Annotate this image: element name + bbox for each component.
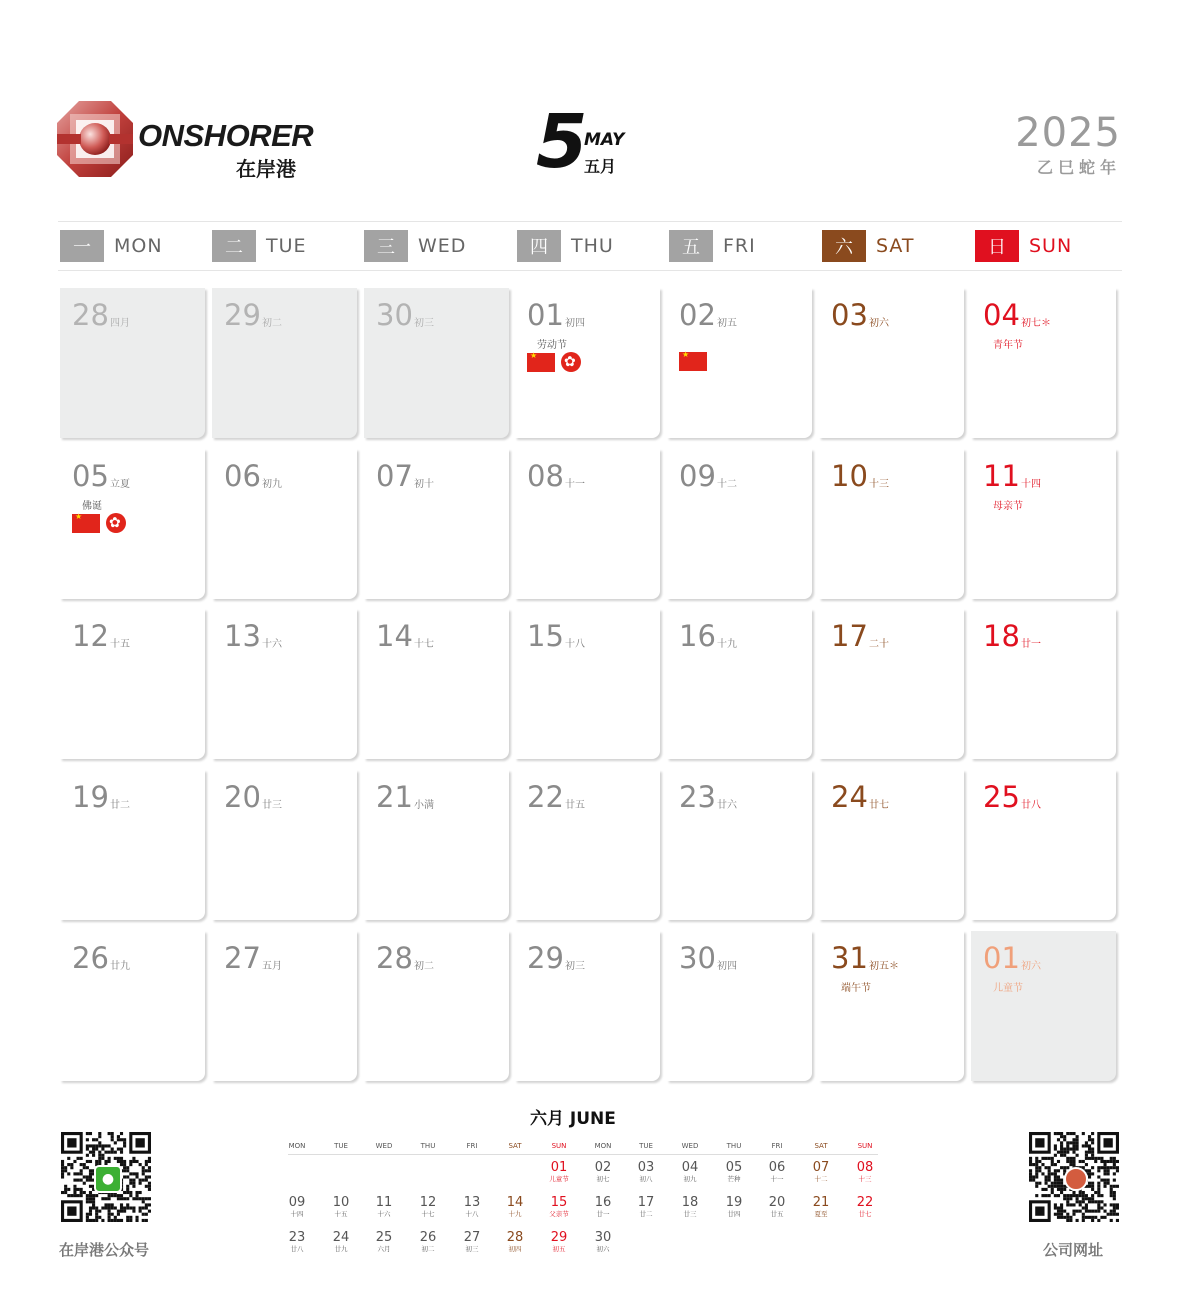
lunar-date: 初三	[565, 961, 585, 972]
holiday-label: 儿童节	[993, 983, 1023, 994]
mini-lunar-date: 芒种	[727, 1175, 741, 1183]
mini-lunar-date: 初四	[508, 1245, 522, 1253]
weekday-en-label: WED	[418, 235, 467, 257]
day-cell[interactable]	[212, 609, 357, 759]
day-number: 30	[376, 298, 413, 332]
mini-day-number: 19	[725, 1195, 743, 1210]
mini-day-number: 27	[463, 1230, 481, 1245]
day-number: 01	[527, 298, 564, 332]
day-cell[interactable]	[971, 931, 1116, 1081]
day-cell[interactable]	[212, 931, 357, 1081]
holiday-flags	[72, 513, 126, 533]
wechat-label: 在岸港公众号	[59, 1241, 150, 1259]
lunar-date: 十六	[262, 639, 282, 650]
hong-kong-flag-icon	[106, 513, 126, 533]
weekday-en-label: TUE	[266, 235, 307, 257]
next-month-rule	[288, 1154, 878, 1155]
day-number: 07	[376, 459, 413, 493]
mini-day	[757, 1195, 797, 1219]
brand-logo-icon	[56, 100, 134, 178]
mini-day	[539, 1160, 579, 1184]
mini-day	[277, 1230, 317, 1254]
mini-day-number: 25	[375, 1230, 393, 1245]
mini-lunar-date: 十二	[814, 1175, 828, 1183]
mini-day-number: 08	[856, 1160, 874, 1175]
logo-icon	[1064, 1167, 1088, 1191]
mini-day	[539, 1195, 579, 1219]
day-cell[interactable]	[364, 609, 509, 759]
day-number: 26	[72, 941, 109, 975]
day-cell[interactable]	[364, 449, 509, 599]
mini-lunar-date: 廿三	[683, 1210, 697, 1218]
day-cell[interactable]	[515, 609, 660, 759]
mini-day-number: 05	[725, 1160, 743, 1175]
day-number: 12	[72, 619, 109, 653]
mini-day	[670, 1160, 710, 1184]
day-number: 28	[72, 298, 109, 332]
mini-day-number: 10	[332, 1195, 350, 1210]
day-number: 30	[679, 941, 716, 975]
lunar-date: 十一	[565, 479, 585, 490]
mini-day	[408, 1195, 448, 1219]
mini-lunar-date: 廿五	[770, 1210, 784, 1218]
mini-weekday-label: SUN	[857, 1142, 873, 1150]
mini-lunar-date: 初六	[596, 1245, 610, 1253]
holiday-label: 端午节	[841, 983, 871, 994]
mini-day-number: 06	[768, 1160, 786, 1175]
day-cell[interactable]	[971, 449, 1116, 599]
day-number: 03	[831, 298, 868, 332]
mini-day	[452, 1195, 492, 1219]
mini-lunar-date: 初九	[683, 1175, 697, 1183]
mini-day-number: 29	[550, 1230, 568, 1245]
mini-day-number: 24	[332, 1230, 350, 1245]
mini-day	[321, 1195, 361, 1219]
mini-lunar-date: 十四	[290, 1210, 304, 1218]
day-cell[interactable]	[60, 609, 205, 759]
day-cell[interactable]	[667, 770, 812, 920]
day-cell[interactable]	[819, 931, 964, 1081]
mini-day	[583, 1230, 623, 1254]
holiday-label: 劳动节	[537, 340, 567, 351]
mini-day-number: 30	[594, 1230, 612, 1245]
day-number: 24	[831, 780, 868, 814]
lunar-date: 初十	[414, 479, 434, 490]
day-cell[interactable]	[364, 770, 509, 920]
day-number: 19	[72, 780, 109, 814]
weekday-cn-label: 六	[822, 230, 866, 262]
lunar-date: 初五	[717, 318, 737, 329]
day-cell[interactable]	[971, 609, 1116, 759]
next-month-title: 六月 JUNE	[530, 1109, 616, 1129]
mini-day-number: 02	[594, 1160, 612, 1175]
mini-lunar-date: 十一	[770, 1175, 784, 1183]
lunar-date: 初二	[262, 318, 282, 329]
lunar-date: 初五＊	[869, 961, 899, 972]
lunar-date: 廿五	[565, 800, 585, 811]
day-cell[interactable]	[819, 288, 964, 438]
china-flag-icon	[72, 514, 100, 533]
lunar-date: 十九	[717, 639, 737, 650]
day-number: 04	[983, 298, 1020, 332]
mini-day-number: 21	[812, 1195, 830, 1210]
mini-day-number: 04	[681, 1160, 699, 1175]
mini-weekday-label: MON	[594, 1142, 612, 1150]
lunar-date: 廿六	[717, 800, 737, 811]
mini-day-number: 17	[637, 1195, 655, 1210]
day-cell[interactable]	[60, 288, 205, 438]
day-cell[interactable]	[212, 288, 357, 438]
hong-kong-flag-icon	[561, 352, 581, 372]
mini-day	[364, 1195, 404, 1219]
day-cell[interactable]	[819, 770, 964, 920]
mini-weekday-label: TUE	[639, 1142, 653, 1150]
weekday-mon	[60, 230, 163, 262]
day-cell[interactable]	[515, 931, 660, 1081]
holiday-label: 青年节	[993, 340, 1023, 351]
lunar-date: 小满	[414, 800, 434, 811]
mini-lunar-date: 十六	[377, 1210, 391, 1218]
lunar-date: 初四	[565, 318, 585, 329]
weekday-en-label: SUN	[1029, 235, 1073, 257]
day-number: 08	[527, 459, 564, 493]
day-number: 25	[983, 780, 1020, 814]
year-cn: 乙巳蛇年	[1036, 158, 1121, 177]
brand-name-cn: 在岸港	[236, 157, 296, 181]
day-cell[interactable]	[364, 931, 509, 1081]
mini-lunar-date: 初八	[639, 1175, 653, 1183]
mini-day	[495, 1195, 535, 1219]
weekday-cn-label: 四	[517, 230, 561, 262]
mini-day	[801, 1160, 841, 1184]
mini-lunar-date: 初三	[465, 1245, 479, 1253]
mini-day-number: 12	[419, 1195, 437, 1210]
mini-lunar-date: 廿七	[858, 1210, 872, 1218]
mini-day	[714, 1160, 754, 1184]
day-cell[interactable]	[60, 770, 205, 920]
day-number: 22	[527, 780, 564, 814]
day-number: 02	[679, 298, 716, 332]
lunar-date: 初九	[262, 479, 282, 490]
mini-day	[583, 1195, 623, 1219]
mini-weekday-label: WED	[375, 1142, 393, 1150]
day-cell[interactable]	[667, 449, 812, 599]
mini-lunar-date: 廿二	[639, 1210, 653, 1218]
mini-day-number: 01	[550, 1160, 568, 1175]
mini-day-number: 13	[463, 1195, 481, 1210]
mini-day-number: 07	[812, 1160, 830, 1175]
mini-day-number: 16	[594, 1195, 612, 1210]
day-cell[interactable]	[212, 770, 357, 920]
mini-day-number: 15	[550, 1195, 568, 1210]
day-cell[interactable]	[819, 449, 964, 599]
day-number: 29	[527, 941, 564, 975]
mini-lunar-date: 十五	[334, 1210, 348, 1218]
mini-lunar-date: 廿九	[334, 1245, 348, 1253]
lunar-date: 廿八	[1021, 800, 1041, 811]
day-number: 28	[376, 941, 413, 975]
day-cell[interactable]	[971, 770, 1116, 920]
mini-day	[583, 1160, 623, 1184]
day-number: 13	[224, 619, 261, 653]
mini-day	[539, 1230, 579, 1254]
lunar-date: 初七＊	[1021, 318, 1051, 329]
lunar-date: 廿一	[1021, 639, 1041, 650]
website-label: 公司网址	[1043, 1241, 1104, 1259]
day-number: 17	[831, 619, 868, 653]
day-cell[interactable]	[364, 288, 509, 438]
lunar-date: 十八	[565, 639, 585, 650]
lunar-date: 十四	[1021, 479, 1041, 490]
mini-lunar-date: 儿童节	[549, 1175, 569, 1183]
weekday-sun	[975, 230, 1072, 262]
day-number: 09	[679, 459, 716, 493]
weekday-thu	[517, 230, 614, 262]
lunar-date: 初四	[717, 961, 737, 972]
mini-day	[626, 1160, 666, 1184]
holiday-flags	[679, 352, 707, 371]
mini-lunar-date: 初五	[552, 1245, 566, 1253]
mini-lunar-date: 廿八	[290, 1245, 304, 1253]
month-name-cn: 五月	[584, 157, 617, 176]
mini-lunar-date: 初七	[596, 1175, 610, 1183]
weekday-en-label: MON	[114, 235, 163, 257]
day-number: 18	[983, 619, 1020, 653]
holiday-flags	[527, 352, 581, 372]
weekday-cn-label: 一	[60, 230, 104, 262]
mini-day	[626, 1195, 666, 1219]
day-number: 10	[831, 459, 868, 493]
mini-day	[670, 1195, 710, 1219]
mini-day-number: 09	[288, 1195, 306, 1210]
holiday-label: 母亲节	[993, 501, 1023, 512]
day-cell[interactable]	[515, 288, 660, 438]
weekday-en-label: THU	[571, 235, 614, 257]
day-cell[interactable]	[667, 931, 812, 1081]
day-cell[interactable]	[515, 770, 660, 920]
mini-lunar-date: 廿一	[596, 1210, 610, 1218]
lunar-date: 初六	[869, 318, 889, 329]
mini-lunar-date: 十七	[421, 1210, 435, 1218]
weekday-en-label: SAT	[876, 235, 915, 257]
weekday-cn-label: 日	[975, 230, 1019, 262]
mini-weekday-label: FRI	[466, 1142, 478, 1150]
lunar-date: 立夏	[110, 479, 130, 490]
mini-lunar-date: 十九	[508, 1210, 522, 1218]
lunar-date: 廿九	[110, 961, 130, 972]
month-number: 5	[536, 99, 588, 185]
day-number: 14	[376, 619, 413, 653]
day-number: 15	[527, 619, 564, 653]
day-number: 27	[224, 941, 261, 975]
lunar-date: 廿二	[110, 800, 130, 811]
mini-day	[495, 1230, 535, 1254]
day-cell[interactable]	[60, 931, 205, 1081]
mini-weekday-label: FRI	[771, 1142, 783, 1150]
day-number: 31	[831, 941, 868, 975]
mini-weekday-label: MON	[288, 1142, 306, 1150]
lunar-date: 廿七	[869, 800, 889, 811]
day-cell[interactable]	[819, 609, 964, 759]
day-number: 20	[224, 780, 261, 814]
weekday-cn-label: 二	[212, 230, 256, 262]
mini-lunar-date: 十八	[465, 1210, 479, 1218]
day-number: 16	[679, 619, 716, 653]
weekday-wed	[364, 230, 466, 262]
day-cell[interactable]	[667, 609, 812, 759]
lunar-date: 二十	[869, 639, 889, 650]
day-number: 01	[983, 941, 1020, 975]
china-flag-icon	[527, 353, 555, 372]
lunar-date: 四月	[110, 318, 130, 329]
weekday-bottom-rule	[58, 270, 1122, 271]
mini-day	[408, 1230, 448, 1254]
mini-day	[277, 1195, 317, 1219]
weekday-top-rule	[58, 221, 1122, 222]
china-flag-icon	[679, 352, 707, 371]
lunar-date: 十三	[869, 479, 889, 490]
mini-weekday-label: TUE	[334, 1142, 348, 1150]
day-cell[interactable]	[212, 449, 357, 599]
day-cell[interactable]	[667, 288, 812, 438]
month-name-en: MAY	[584, 130, 625, 150]
weekday-fri	[669, 230, 756, 262]
day-number: 23	[679, 780, 716, 814]
mini-day	[714, 1195, 754, 1219]
mini-lunar-date: 初二	[421, 1245, 435, 1253]
mini-day	[452, 1230, 492, 1254]
mini-lunar-date: 六月	[377, 1245, 391, 1253]
day-number: 11	[983, 459, 1020, 493]
lunar-date: 初三	[414, 318, 434, 329]
mini-lunar-date: 夏至	[814, 1210, 828, 1218]
brand-name: ONSHORER	[138, 118, 314, 153]
weekday-cn-label: 三	[364, 230, 408, 262]
mini-day	[845, 1195, 885, 1219]
weekday-tue	[212, 230, 307, 262]
lunar-date: 十二	[717, 479, 737, 490]
mini-lunar-date: 十三	[858, 1175, 872, 1183]
day-cell[interactable]	[971, 288, 1116, 438]
mini-day-number: 11	[375, 1195, 393, 1210]
mini-weekday-label: WED	[681, 1142, 699, 1150]
mini-day-number: 14	[506, 1195, 524, 1210]
mini-day	[757, 1160, 797, 1184]
mini-weekday-label: THU	[420, 1142, 436, 1150]
day-cell[interactable]	[60, 449, 205, 599]
mini-day-number: 20	[768, 1195, 786, 1210]
mini-day-number: 18	[681, 1195, 699, 1210]
mini-day-number: 28	[506, 1230, 524, 1245]
day-number: 21	[376, 780, 413, 814]
lunar-date: 五月	[262, 961, 282, 972]
mini-day	[364, 1230, 404, 1254]
day-cell[interactable]	[515, 449, 660, 599]
mini-weekday-label: SAT	[508, 1142, 522, 1150]
year: 2025	[1015, 110, 1121, 156]
holiday-label: 佛诞	[82, 501, 102, 512]
mini-day-number: 23	[288, 1230, 306, 1245]
mini-weekday-label: SAT	[814, 1142, 828, 1150]
mini-lunar-date: 廿四	[727, 1210, 741, 1218]
weekday-sat	[822, 230, 915, 262]
weekday-en-label: FRI	[723, 235, 756, 257]
day-number: 29	[224, 298, 261, 332]
lunar-date: 廿三	[262, 800, 282, 811]
mini-day	[801, 1195, 841, 1219]
mini-weekday-label: THU	[726, 1142, 742, 1150]
lunar-date: 初二	[414, 961, 434, 972]
lunar-date: 十五	[110, 639, 130, 650]
mini-weekday-label: SUN	[551, 1142, 567, 1150]
mini-day	[321, 1230, 361, 1254]
mini-day-number: 22	[856, 1195, 874, 1210]
day-number: 06	[224, 459, 261, 493]
mini-day	[845, 1160, 885, 1184]
mini-lunar-date: 父亲节	[549, 1210, 569, 1218]
wechat-icon: ●	[94, 1165, 122, 1193]
day-number: 05	[72, 459, 109, 493]
mini-day-number: 03	[637, 1160, 655, 1175]
lunar-date: 初六	[1021, 961, 1041, 972]
mini-day-number: 26	[419, 1230, 437, 1245]
lunar-date: 十七	[414, 639, 434, 650]
weekday-cn-label: 五	[669, 230, 713, 262]
